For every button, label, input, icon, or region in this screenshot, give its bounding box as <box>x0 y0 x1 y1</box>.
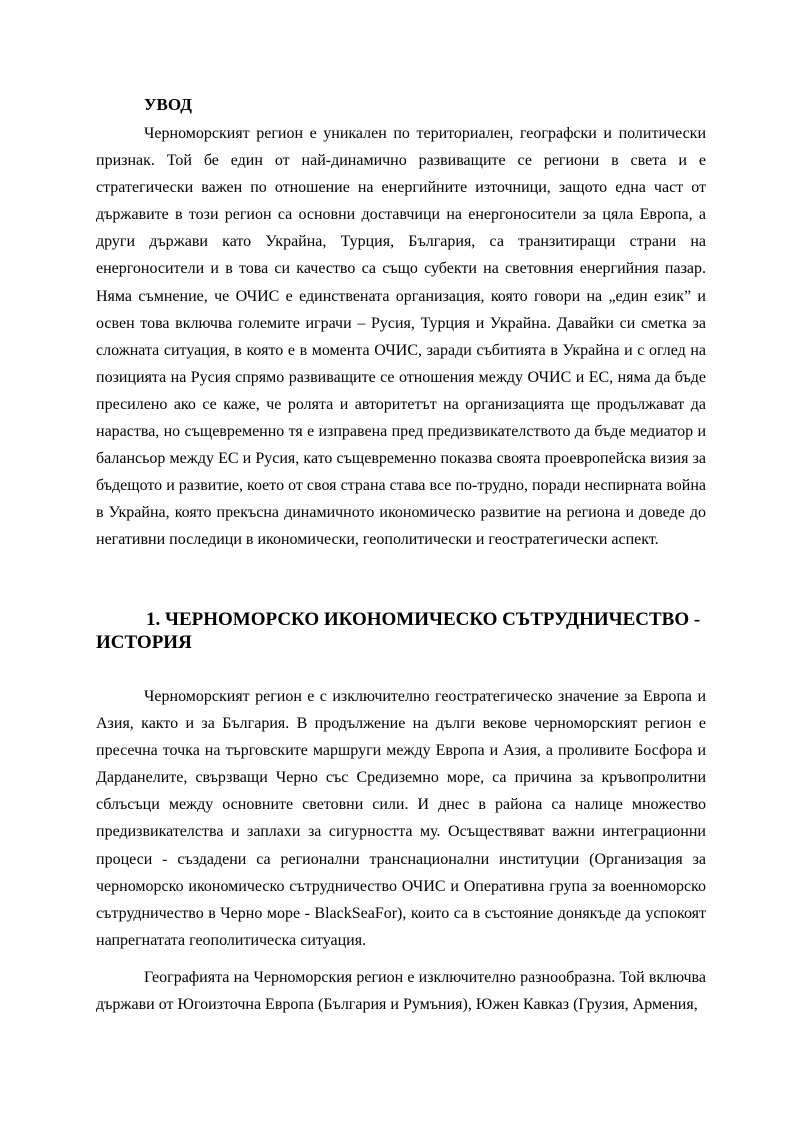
intro-heading: УВОД <box>144 95 192 114</box>
intro-paragraph: Черноморският регион е уникален по териториален, географски и политически признак. Той бе един от най-динамично развиващите се региони в света и е стратегически важен по отношение на енергийните източници, защото една част от държавите в този регион са основни доставчици на енергоносители за цяла Европа, а други държави като Украйна, Турция, България, са транзитиращи страни на енергоносители и в това си качество са също субекти на световния енергийния пазар. Няма съмнение, че ОЧИС е единствената организация, която говори на „един език” и освен това включва големите играчи – Русия, Турция и Украйна. Давайки си сметка за сложната ситуация, в която е в момента ОЧИС, заради събитията в Украйна и с оглед на позицията на Русия спрямо развиващите се отношения между ОЧИС и ЕС, няма да бъде пресилено ако се каже, че ролята и авторитетът на организацията ще продължават да нараства, но същевременно тя е изправена пред предизвикателството да бъде медиатор и балансьор между ЕС и Русия, като същевременно показва своята проевропейска визия за бъдещото и развитие, което от своя страна става все по-трудно, поради неспирната война в Украйна, която прекъсна динамичното икономическо развитие на региона и доведе до негативни последици в икономически, геополитически и геостратегически аспект. <box>96 125 706 549</box>
section-paragraph-geography: Географията на Черноморския регион е изключително разнообразна. Той включва държави от Югоизточна Европа (България и Румъния), Южен Кавказ (Грузия, Армения, <box>96 969 706 1014</box>
section-paragraph-history: Черноморският регион е с изключително геостратегическо значение за Европа и Азия, както и за България. В продължение на дълги векове черноморският регион е пресечна точка на търговските маршруги между Европа и Азия, а проливите Босфора и Дарданелите, свързващи Черно със Средиземно море, са причина за кръвопролитни сблъсъци между основните световни сили. И днес в района са налице множество предизвикателства и заплахи за сигурността му. Осъществяват важни интеграционни процеси - създадени са регионални транснационални институции (Организация за черноморско икономическо сътрудничество ОЧИС и Оперативна група за военноморско сътрудничество в Черно море - BlackSeaFor), които са в състояние донякъде да успокоят напрегнатата геополитическа ситуация. <box>96 688 706 949</box>
section-heading: 1. ЧЕРНОМОРСКО ИКОНОМИЧЕСКО СЪТРУДНИЧЕСТВО - ИСТОРИЯ <box>96 609 701 653</box>
